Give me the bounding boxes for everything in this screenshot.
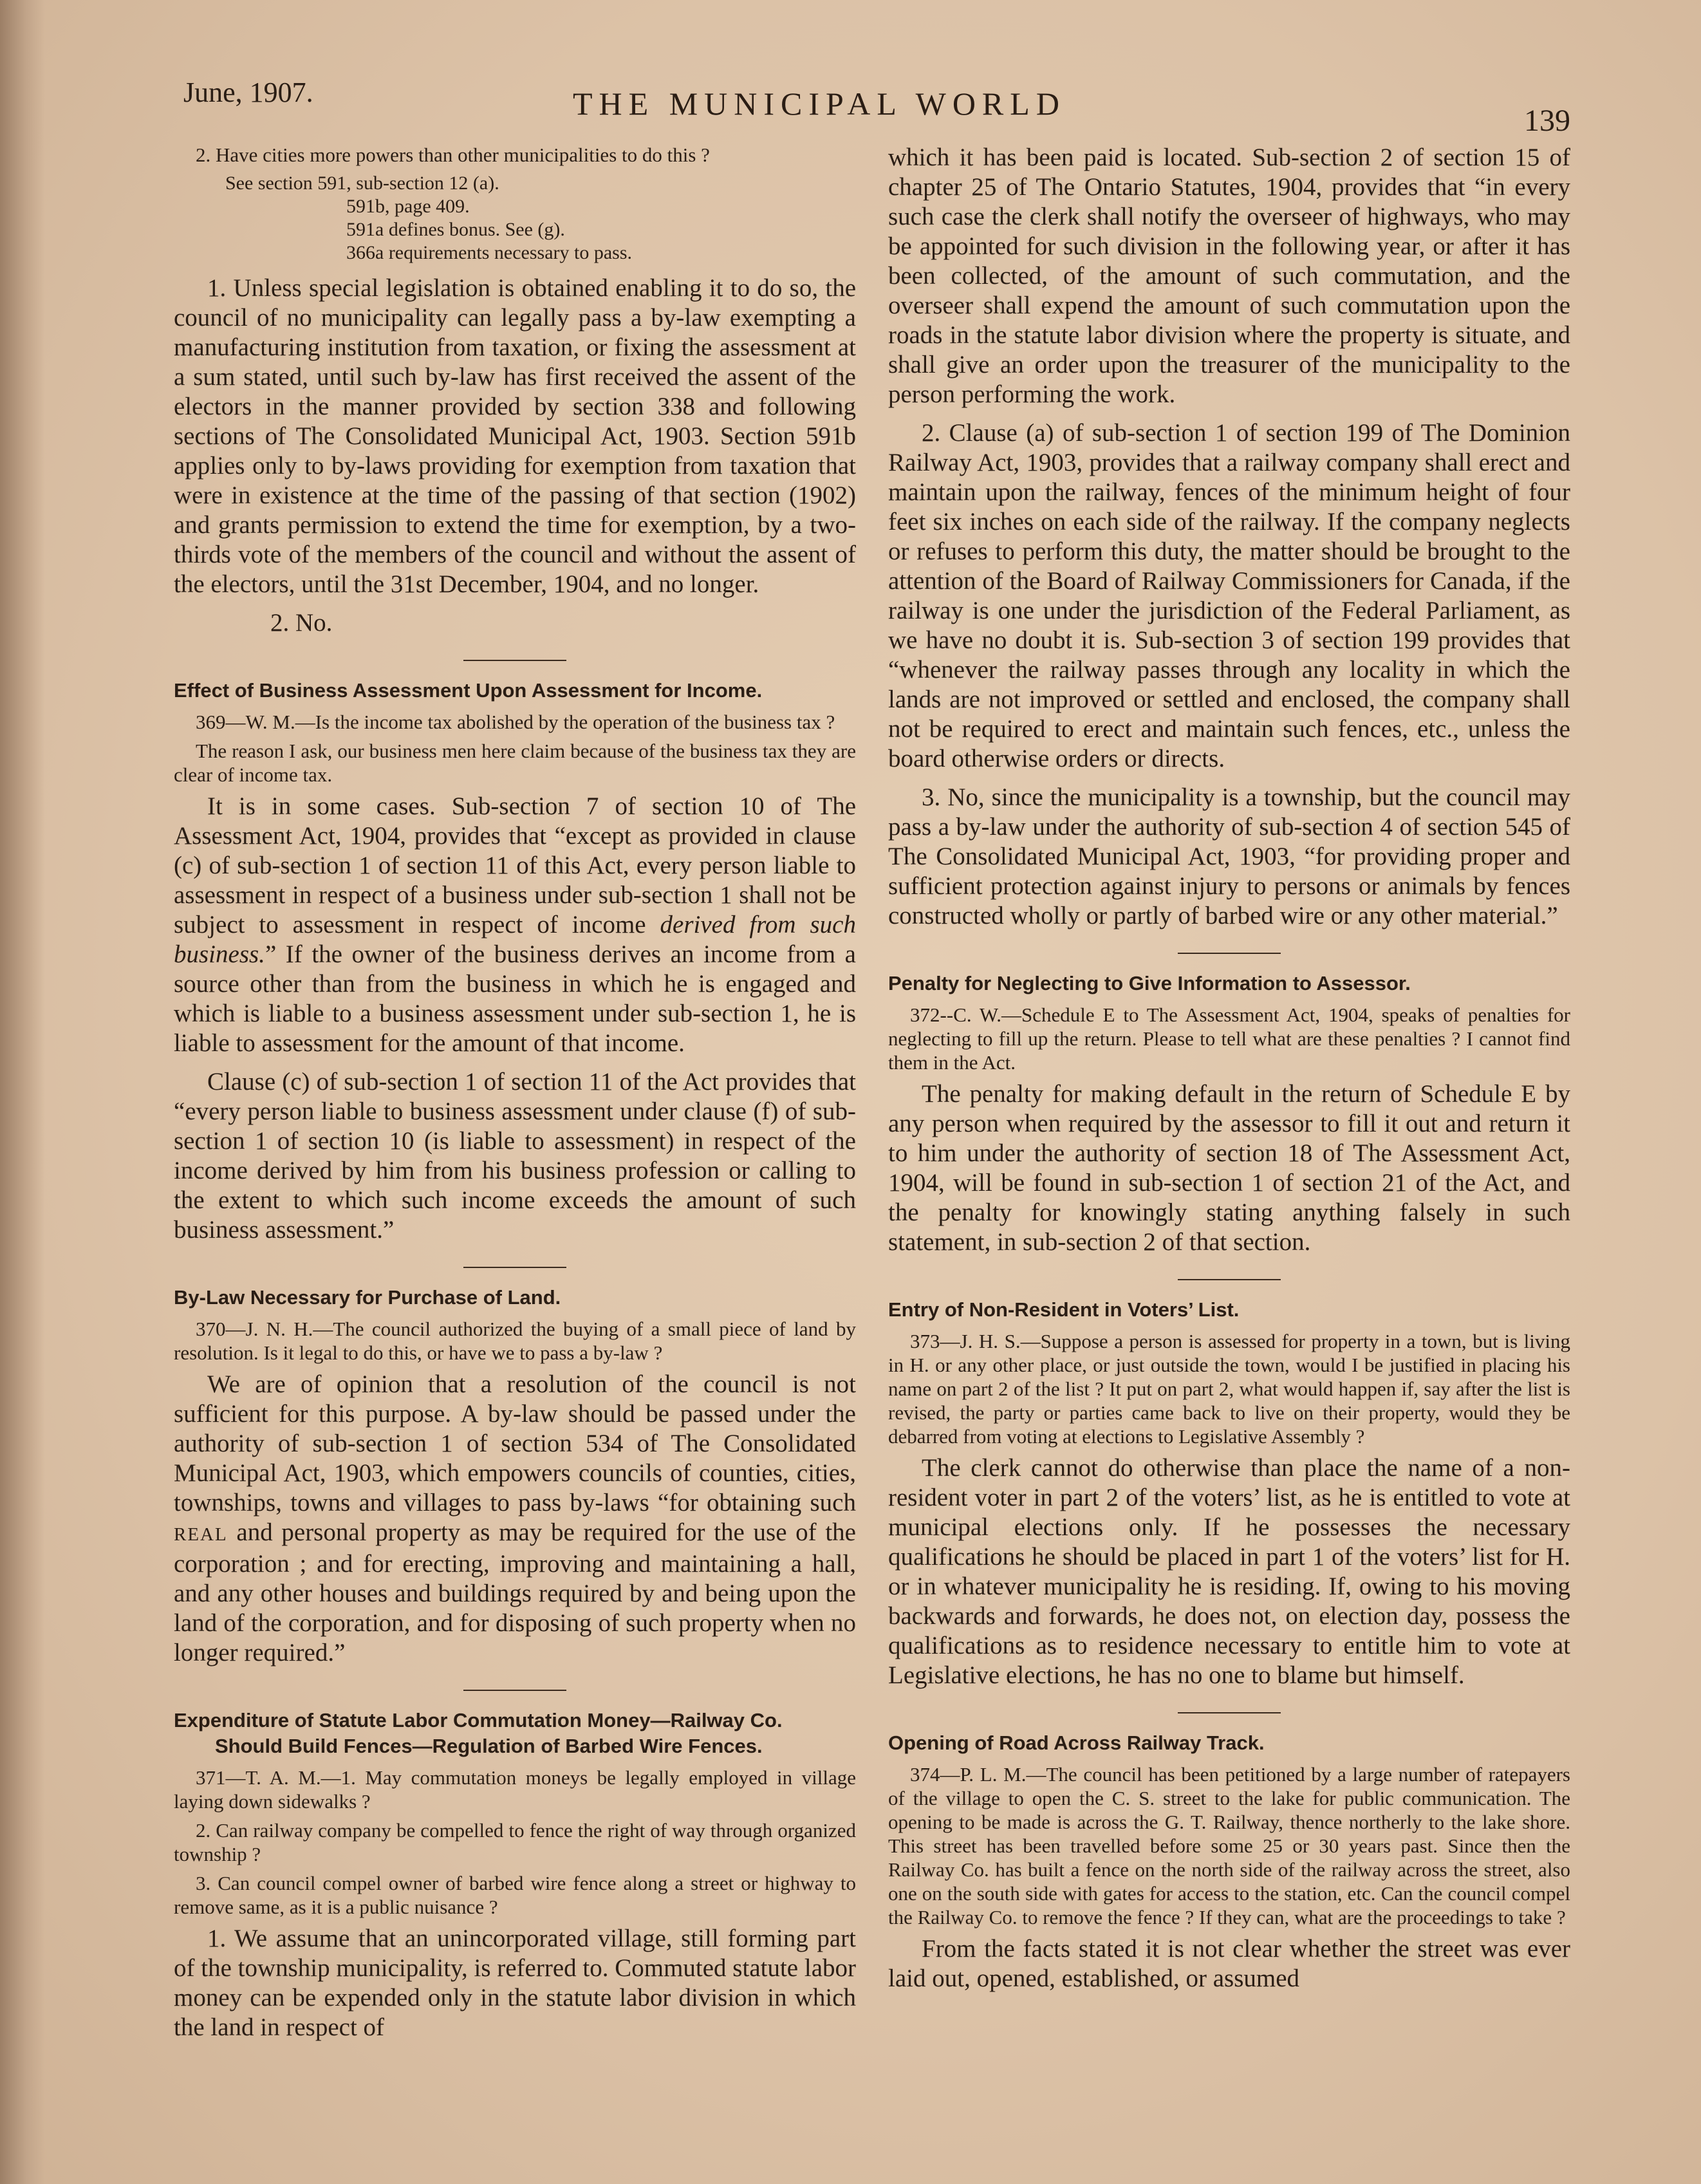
- reference-line: See section 591, sub-section 12 (a).: [225, 173, 499, 194]
- answer-paragraph: 1. Unless special legislation is obtained enabling it to do so, the council of no municipality can legally pass a by-law exempting a manufacturing institution from taxation, or fixing the assessment at a sum stated, until such by-law has first received the assent of the electors in the manner provided by section 338 and following sections of The Consolidated Municipal Act, 1903. Section 591b applies only to by-laws providing for exemption from taxation that were in existence at the time of the passing of that section (1902) and grants permission to extend the time for exemption, by a two-thirds vote of the members of the council and without the assent of the electors, until the 31st December, 1904, and no longer.: [174, 274, 856, 598]
- answer-small-caps-text: REAL: [174, 1524, 228, 1545]
- section-divider: [463, 660, 566, 661]
- section-divider: [1178, 953, 1281, 954]
- answer-paragraph: From the facts stated it is not clear whether the street was ever laid out, opened, established, or assumed: [888, 1935, 1570, 1992]
- left-column: [174, 143, 856, 2170]
- question-text: 371—T. A. M.—1. May commutation moneys be legally employed in village laying down sidewalks ?: [174, 1766, 856, 1813]
- answer-text: We are of opinion that a resolution of the council is not sufficient for this purpose. A by-law should be passed under the authority of sub-section 1 of section 534 of The Consolidated Municipal Act, 1903, which empowers councils of counties, cities, townships, towns and villages to pass by-laws “for obtaining such: [174, 1370, 856, 1517]
- section-divider: [1178, 1279, 1281, 1280]
- header-title: THE MUNICIPAL WORLD: [573, 86, 1066, 122]
- question-text: 2. Have cities more powers than other municipalities to do this ?: [196, 144, 710, 166]
- section-heading: By-Law Necessary for Purchase of Land.: [174, 1286, 561, 1309]
- answer-text: ” If the owner of the business derives an income from a source other than from the business in which he is engaged and which is liable to a business assessment under sub-section 1, he is liable to assessment for the amount of that income.: [174, 940, 856, 1057]
- page-binding-shadow: [0, 0, 45, 2184]
- answer-paragraph: The clerk cannot do otherwise than place the name of a non-resident voter in part 2 of the voters’ list, as he is entitled to vote at municipal elections only. If he possesses the necessary qualifications he should be placed in part 1 of the voters’ list for H. or in whatever municipality he is residing. If, owing to his moving backwards and forwards, he does not, on election day, possess the qualifications as to residence necessary to entitle him to vote at Legislative elections, he has no one to blame but himself.: [888, 1454, 1570, 1689]
- answer-paragraph: which it has been paid is located. Sub-section 2 of section 15 of chapter 25 of The Ontario Statutes, 1904, provides that “in every such case the clerk shall notify the overseer of highways, who may be appointed for such division in the following year, or after it has been collected, of the amount of such commutation, and the overseer shall expend the amount of such commutation upon the roads in the statute labor division where the property is situate, and shall give an order upon the treasurer of the municipality to the person performing the work.: [888, 144, 1570, 408]
- question-text: 370—J. N. H.—The council authorized the buying of a small piece of land by resolution. Is it legal to do this, or have we to pass a by-law ?: [174, 1318, 856, 1364]
- question-text: 372--C. W.—Schedule E to The Assessment Act, 1904, speaks of penalties for neglecting to fill up the return. Please to tell what are these penalties ? I cannot find them in the Act.: [888, 1003, 1570, 1074]
- question-text: 2. Can railway company be compelled to fence the right of way through organized township ?: [174, 1819, 856, 1865]
- answer-paragraph: 2. No.: [270, 609, 333, 637]
- header-date: June, 1907.: [183, 77, 313, 108]
- answer-text: and personal property as may be required for the use of the corporation ; and for erecting, improving and maintaining a hall, and any other houses and buildings required by and being upon the land of the corporation, and for disposing of such property when no longer required.”: [174, 1518, 856, 1666]
- question-text: 3. Can council compel owner of barbed wire fence along a street or highway to remove same, as it is a public nuisance ?: [174, 1872, 856, 1918]
- answer-paragraph: 2. Clause (a) of sub-section 1 of section 199 of The Dominion Railway Act, 1903, provides that a railway company shall erect and maintain upon the railway, fences of the minimum height of four feet six inches on each side of the railway. If the company neglects or refuses to perform this duty, the matter should be brought to the attention of the Board of Railway Commissioners for Canada, if the railway is one under the jurisdiction of the Federal Parliament, as we have no doubt it is. Sub-section 3 of section 199 provides that “whenever the railway passes through any locality in which the lands are not improved or settled and enclosed, the company shall not be required to erect and maintain such fences, etc., unless the board otherwise orders or directs.: [888, 419, 1570, 772]
- header-page-number: 139: [1524, 104, 1570, 138]
- answer-paragraph: 1. We assume that an unincorporated village, still forming part of the township municipality, is referred to. Commuted statute labor money can be expended only in the statute labor division in which the land in respect of: [174, 1925, 856, 2041]
- right-column: [888, 143, 1570, 2170]
- section-divider: [463, 1267, 566, 1268]
- answer-italic-text: derived from such business.: [174, 911, 856, 968]
- question-text: The reason I ask, our business men here claim because of the business tax they are clear of income tax.: [174, 740, 856, 786]
- section-heading: Effect of Business Assessment Upon Assessment for Income.: [174, 679, 763, 702]
- answer-paragraph: [174, 792, 856, 1058]
- answer-paragraph: 3. No, since the municipality is a township, but the council may pass a by-law under the authority of sub-section 4 of section 545 of The Consolidated Municipal Act, 1903, “for providing proper and sufficient protection against injury to persons or animals by fences constructed wholly or partly of barbed wire or any other material.”: [888, 783, 1570, 929]
- reference-line: 366a requirements necessary to pass.: [346, 242, 633, 263]
- section-heading: Entry of Non-Resident in Voters’ List.: [888, 1298, 1240, 1321]
- reference-line: 591b, page 409.: [346, 196, 470, 217]
- section-divider: [463, 1690, 566, 1691]
- section-heading-continued: Should Build Fences—Regulation of Barbed Wire Fences.: [215, 1735, 763, 1757]
- section-heading: Opening of Road Across Railway Track.: [888, 1731, 1265, 1754]
- reference-line: 591a defines bonus. See (g).: [346, 219, 565, 240]
- question-text: 369—W. M.—Is the income tax abolished by the operation of the business tax ?: [196, 711, 835, 733]
- section-divider: [1178, 1712, 1281, 1713]
- answer-paragraph: [174, 1370, 856, 1668]
- answer-text: It is in some cases. Sub-section 7 of section 10 of The Assessment Act, 1904, provides that “except as provided in clause (c) of sub-section 1 of section 11 of this Act, every person liable to assessment in respect of a business under sub-section 1 shall not be subject to assessment in respect of income: [174, 792, 856, 938]
- answer-paragraph: The penalty for making default in the return of Schedule E by any person when required by the assessor to fill it out and return it to him under the authority of section 18 of The Assessment Act, 1904, will be found in sub-section 1 of section 21 of the Act, and the penalty for knowingly stating anything falsely in such statement, in sub-section 2 of that section.: [888, 1080, 1570, 1256]
- answer-paragraph: Clause (c) of sub-section 1 of section 11 of the Act provides that “every person liable to business assessment under clause (f) of sub-section 1 of section 10 (is liable to assessment) in respect of the income derived by him from his business profession or calling to the extent to which such income exceeds the amount of such business assessment.”: [174, 1068, 856, 1244]
- question-text: 373—J. H. S.—Suppose a person is assessed for property in a town, but is living in H. or any other place, or just outside the town, would I be justified in placing his name on part 2 of the list ? It put on part 2, what would happen if, say after the list is revised, the party or parties came back to live on their property, would they be debarred from voting at elections to Legislative Assembly ?: [888, 1330, 1570, 1448]
- section-heading: Penalty for Neglecting to Give Information to Assessor.: [888, 972, 1411, 994]
- section-heading: Expenditure of Statute Labor Commutation Money—Railway Co.: [174, 1709, 783, 1731]
- question-text: 374—P. L. M.—The council has been petitioned by a large number of ratepayers of the village to open the C. S. street to the lake for public communication. The opening to be made is across the G. T. Railway, thence northerly to the lake shore. This street has been travelled before some 25 or 30 years past. Since then the Railway Co. has built a fence on the north side of the railway across the street, also one on the south side with gates for access to the station, etc. Can the council compel the Railway Co. to remove the fence ? If they can, what are the proceedings to take ?: [888, 1763, 1570, 1928]
